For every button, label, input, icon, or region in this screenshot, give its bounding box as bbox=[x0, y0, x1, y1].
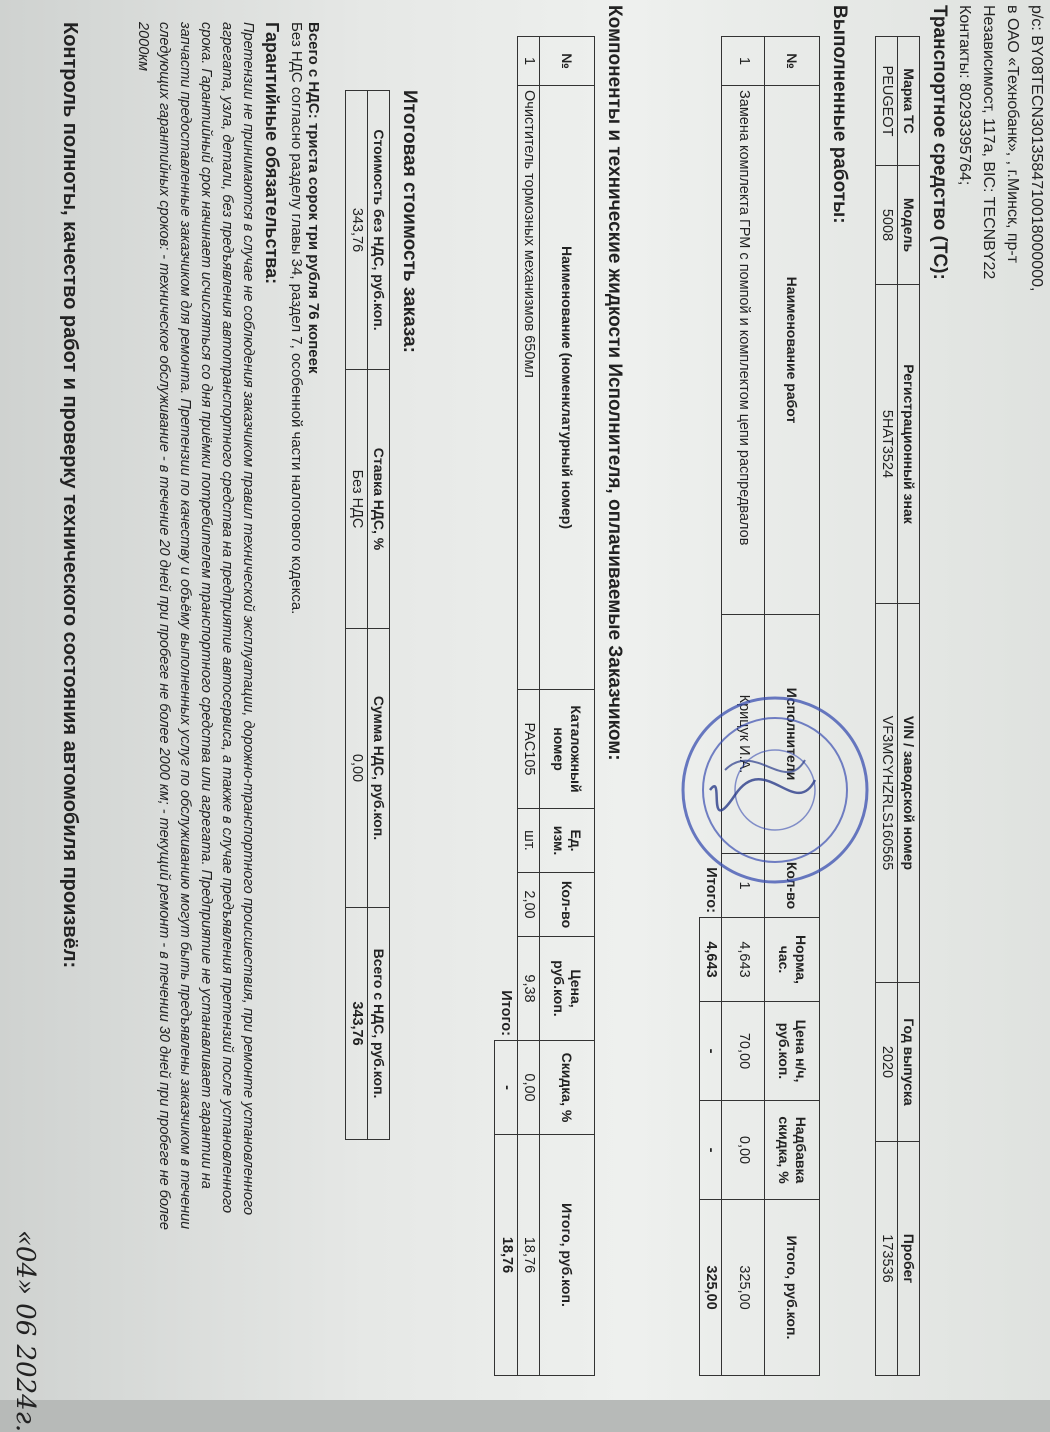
col-brand: Марка ТС bbox=[898, 37, 920, 166]
work-total: 325,00 bbox=[722, 1200, 765, 1376]
mileage-value: 173536 bbox=[875, 1142, 897, 1376]
work-qty: 1 bbox=[722, 854, 765, 918]
works-total-price: - bbox=[699, 1002, 721, 1101]
year-value: 2020 bbox=[875, 983, 897, 1142]
col-price: Цена, руб.коп. bbox=[540, 937, 595, 1041]
part-num: 1 bbox=[517, 37, 539, 86]
handwritten-date: «04» 06 2024г. bbox=[10, 1230, 40, 1432]
col-performers: Исполнители bbox=[765, 615, 820, 854]
order-total-header-row bbox=[368, 91, 390, 1140]
reg-value: 5НАТ3524 bbox=[875, 285, 897, 604]
parts-total-label: Итого: bbox=[498, 990, 515, 1036]
vehicle-table bbox=[875, 36, 920, 1376]
vehicle-section-title: Транспортное средство (ТС): bbox=[929, 5, 950, 280]
sum-in-words: Всего с НДС: триста сорок три рубля 76 копеек bbox=[305, 22, 322, 374]
work-norm: 4,643 bbox=[722, 918, 765, 1002]
col-total: Итого, руб.коп. bbox=[765, 1200, 820, 1376]
works-total-norm: 4,643 bbox=[699, 918, 721, 1002]
col-total: Итого, руб.коп. bbox=[540, 1135, 595, 1376]
order-total-title: Итоговая стоимость заказа: bbox=[399, 90, 420, 354]
col-price: Цена н/ч, руб.коп. bbox=[765, 1002, 820, 1101]
vehicle-header-row bbox=[898, 37, 920, 1376]
works-total-label: Итого: bbox=[702, 867, 719, 913]
parts-section-title: Компоненты и технические жидкости Исполнителя, оплачиваемые Заказчиком: bbox=[604, 5, 625, 761]
work-num: 1 bbox=[722, 37, 765, 86]
col-norm: Норма, час. bbox=[765, 918, 820, 1002]
vat-sum-value: 0,00 bbox=[345, 629, 367, 908]
work-performer: Крицук И.А. bbox=[722, 615, 765, 854]
table-row bbox=[517, 37, 539, 1376]
col-vat-sum: Сумма НДС, руб.коп. bbox=[368, 629, 390, 908]
contacts-line: Контакты: 80293395764; bbox=[956, 5, 973, 186]
works-section-title: Выполненные работы: bbox=[829, 5, 850, 224]
col-item-name: Наименование (номенклатурный номер) bbox=[540, 86, 595, 690]
work-price: 70,00 bbox=[722, 1002, 765, 1101]
vin-value: VF3MCYHZRLS160565 bbox=[875, 604, 897, 983]
sum-block bbox=[288, 22, 322, 1022]
bank-account-line: р/с: BY08TECN3013584710018000000, bbox=[1028, 5, 1045, 292]
col-cost-no-vat: Стоимость без НДС, руб.коп. bbox=[368, 91, 390, 370]
order-total-value-row bbox=[345, 91, 367, 1140]
work-discount: 0,00 bbox=[722, 1101, 765, 1200]
col-reg: Регистрационный знак bbox=[898, 285, 920, 604]
parts-table bbox=[494, 36, 595, 1376]
warranty-text: Претензии не принимаются в случае не соблюдения заказчиком правил технической эксплуатации, дорожно-транспортного происшествия, при ремонте установленного агрегата, узла, детали, без предъявления автотранспортного средства на предприятие автосервиса, а также в случае предъявления претензий после установленного срока. Гарантийный срок начинает исчисляться со дня приёмки потребителем транспортного средства или агрегата. Предприятие не устанавливает гарантии на запчасти предоставленные заказчиком для ремонта. Претензии по качеству и объёму выполненных услуг по обслуживанию могут быть предъявлены заказчиком в течении следующих гарантийных сроков: - техническое обслуживание - в течение 20 дней при пробеге не более 2000 км; - текущий ремонт - в течении 30 дней при пробеге не более 2000км bbox=[135, 22, 256, 1230]
col-year: Год выпуска bbox=[898, 983, 920, 1142]
total-with-vat-value: 343,76 bbox=[345, 908, 367, 1140]
col-discount: Надбавка скидка, % bbox=[765, 1101, 820, 1200]
brand-value: PEUGEOT bbox=[875, 37, 897, 166]
col-discount: Скидка, % bbox=[540, 1041, 595, 1135]
works-total-sum: 325,00 bbox=[699, 1200, 721, 1376]
col-qty: Кол-во bbox=[765, 854, 820, 918]
part-catalog: PAC105 bbox=[517, 690, 539, 809]
work-name: Замена комплекта ГРМ с помпой и комплектом цепи распредвалов bbox=[722, 86, 765, 615]
parts-total-discount: - bbox=[495, 1041, 517, 1135]
bank-details bbox=[952, 5, 1048, 291]
part-qty: 2,00 bbox=[517, 873, 539, 937]
part-total: 18,76 bbox=[517, 1135, 539, 1376]
warranty-title: Гарантийные обязательства: bbox=[262, 22, 282, 285]
col-catalog: Каталожный номер bbox=[540, 690, 595, 809]
col-work-name: Наименование работ bbox=[765, 86, 820, 615]
col-mileage: Пробег bbox=[898, 1142, 920, 1376]
part-price: 9,38 bbox=[517, 937, 539, 1041]
col-num: № bbox=[540, 37, 595, 86]
parts-total-sum: 18,76 bbox=[495, 1135, 517, 1376]
col-qty: Кол-во bbox=[540, 873, 595, 937]
model-value: 5008 bbox=[875, 166, 897, 285]
parts-total-row bbox=[495, 37, 517, 1376]
vehicle-value-row bbox=[875, 37, 897, 1376]
part-discount: 0,00 bbox=[517, 1041, 539, 1135]
parts-header-row bbox=[540, 37, 595, 1376]
part-name: Очиститель тормозных механизмов 650мл bbox=[517, 86, 539, 690]
works-total-discount: - bbox=[699, 1101, 721, 1200]
vat-rate-value: Без НДС bbox=[345, 370, 367, 629]
company-stamp bbox=[675, 690, 875, 890]
order-total-table bbox=[345, 90, 390, 1140]
bank-name-line: в ОАО «Технобанк», , г.Минск, пр-т bbox=[1004, 5, 1021, 264]
vat-note: Без НДС согласно разделу главы 34, раздел 7, особенной части налогового кодекса. bbox=[288, 22, 305, 615]
col-model: Модель bbox=[898, 166, 920, 285]
col-num: № bbox=[765, 37, 820, 86]
col-unit: Ед. изм. bbox=[540, 809, 595, 873]
col-vat-rate: Ставка НДС, % bbox=[368, 370, 390, 629]
cost-no-vat-value: 343,76 bbox=[345, 91, 367, 370]
col-total-with-vat: Всего с НДС, руб.коп. bbox=[368, 908, 390, 1140]
part-unit: шт. bbox=[517, 809, 539, 873]
quality-control-line: Контроль полноты, качество работ и проверку технического состояния автомобиля произвёл: bbox=[59, 22, 81, 969]
bank-address-line: Независимост, 117а, BIC: TECNBY22 bbox=[980, 5, 997, 280]
col-vin: VIN / заводской номер bbox=[898, 604, 920, 983]
